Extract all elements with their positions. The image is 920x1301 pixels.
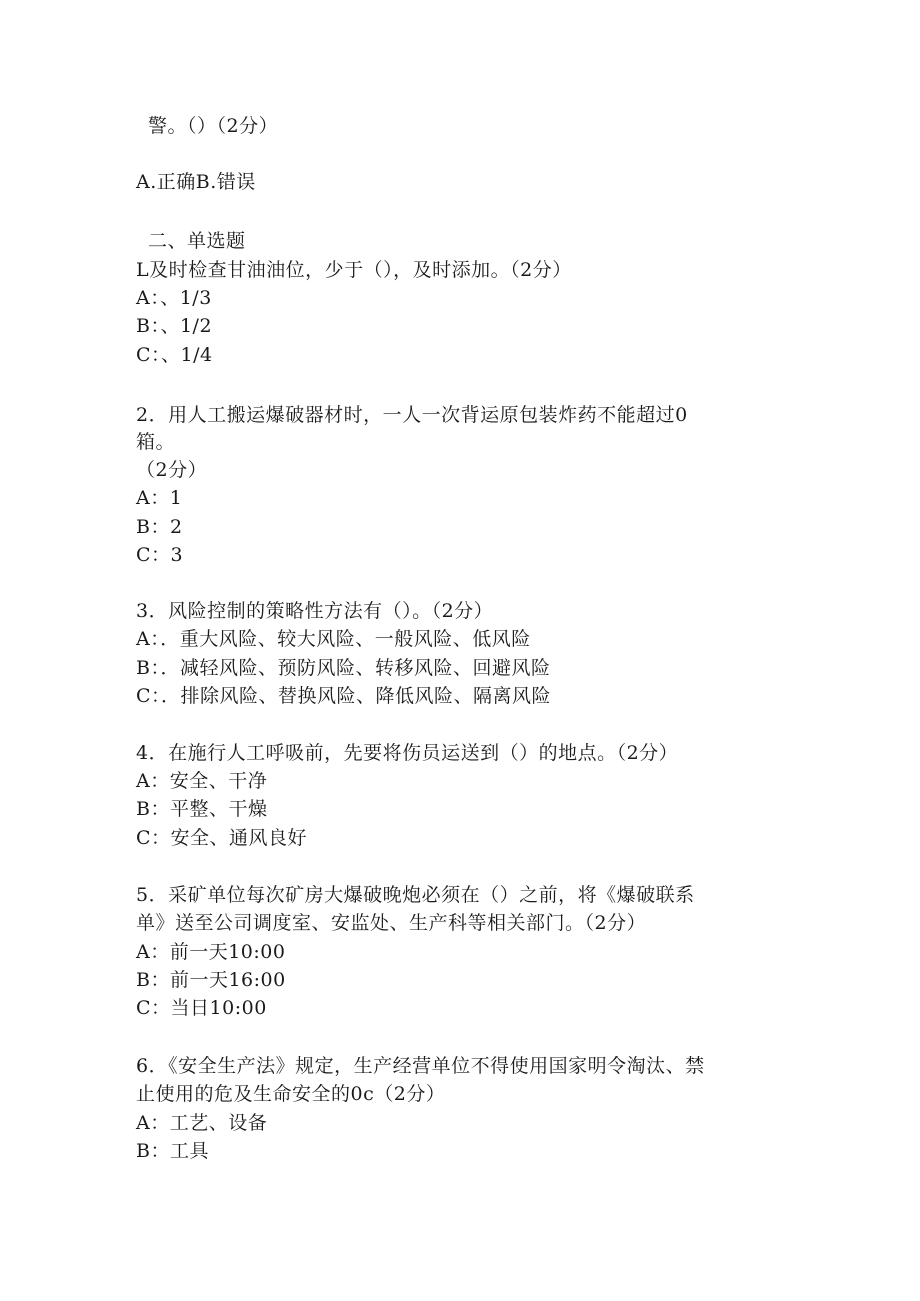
- question-2-option-b: B：2: [136, 516, 183, 538]
- question-5-option-b: B：前一天16:00: [136, 969, 286, 991]
- question-2-option-a: A：1: [136, 487, 183, 509]
- section-title: 二、单选题: [148, 230, 246, 252]
- question-1-option-a: A：、1/3: [136, 287, 212, 309]
- question-5-stem-line-2: 单》送至公司调度室、安监处、生产科等相关部门。（2分）: [136, 912, 647, 934]
- question-5-option-c: C：当日10:00: [136, 997, 267, 1019]
- question-6-stem-line-2: 止使用的危及生命安全的0c（2分）: [136, 1083, 446, 1105]
- question-3-stem: 3．风险控制的策略性方法有（）。（2分）: [136, 600, 494, 622]
- question-4-option-b: B：平整、干燥: [136, 798, 268, 820]
- question-1-option-b: B：、1/2: [136, 315, 213, 337]
- prev-question-tail: 警。（）（2分）: [148, 115, 279, 137]
- question-2-option-c: C：3: [136, 544, 184, 566]
- question-5-stem-line-1: 5．采矿单位每次矿房大爆破晚炮必须在（）之前，将《爆破联系: [136, 884, 695, 906]
- question-1-stem: L及时检查甘油油位，少于（），及时添加。（2分）: [136, 259, 572, 281]
- question-2-stem-line-2: 箱。: [136, 431, 176, 453]
- question-6-stem-line-1: 6．《安全生产法》规定，生产经营单位不得使用国家明令淘汰、禁: [136, 1055, 705, 1077]
- question-4-option-c: C：安全、通风良好: [136, 827, 308, 849]
- prev-question-answer-line: A.正确B.错误: [136, 171, 256, 193]
- question-2-stem-line-3: （2分）: [136, 459, 208, 481]
- question-6-option-a: A：工艺、设备: [136, 1112, 268, 1134]
- question-5-option-a: A：前一天10:00: [136, 941, 286, 963]
- question-3-option-c: C：．排除风险、替换风险、降低风险、隔离风险: [136, 685, 552, 707]
- question-2-stem-line-1: 2．用人工搬运爆破器材时，一人一次背运原包装炸药不能超过0: [136, 404, 688, 426]
- question-6-option-b: B：工具: [136, 1140, 209, 1162]
- question-3-option-b: B：．减轻风险、预防风险、转移风险、回避风险: [136, 657, 551, 679]
- question-4-stem: 4．在施行人工呼吸前，先要将伤员运送到（）的地点。（2分）: [136, 742, 679, 764]
- question-3-option-a: A：．重大风险、较大风险、一般风险、低风险: [136, 628, 531, 650]
- question-1-option-c: C：、1/4: [136, 344, 213, 366]
- question-4-option-a: A：安全、干净: [136, 770, 268, 792]
